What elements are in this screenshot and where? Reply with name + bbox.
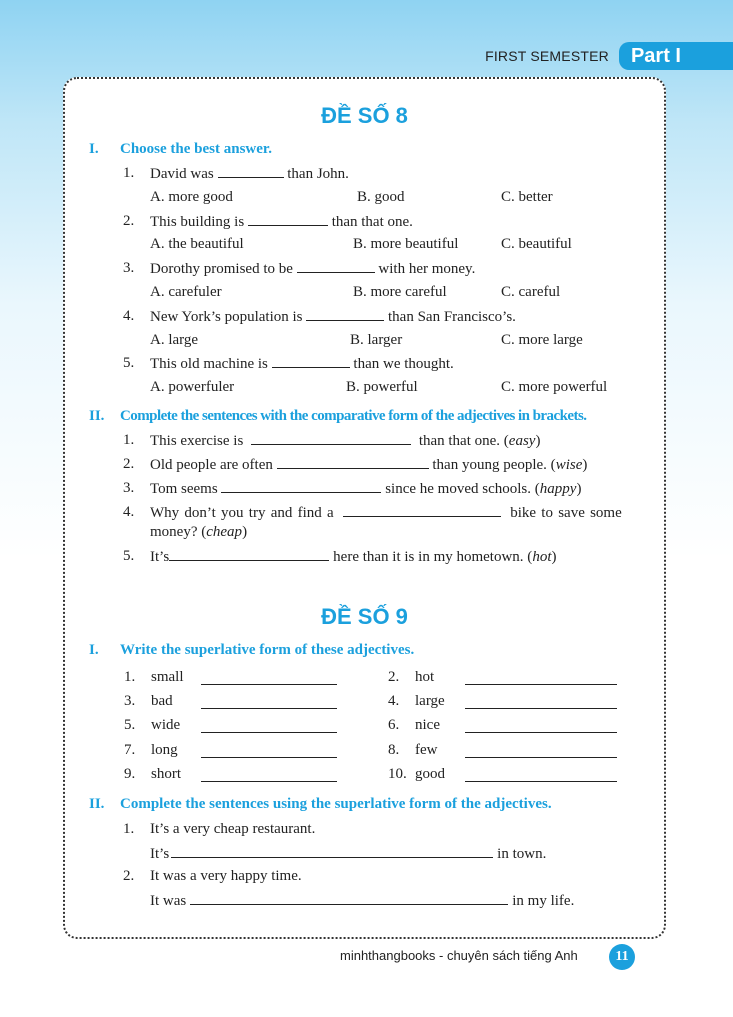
q8-4-option-a[interactable]: A. large bbox=[150, 332, 199, 348]
s9-right-2-word: large bbox=[415, 693, 445, 709]
q8-2-number: 2. bbox=[123, 213, 135, 229]
c8-1-pre: This exercise is bbox=[150, 433, 244, 449]
q8-2-stem bbox=[150, 213, 413, 231]
q8-5-blank[interactable] bbox=[272, 355, 350, 368]
s9-right-3-answer-line[interactable] bbox=[465, 732, 617, 733]
q8-5-pre: This old machine is bbox=[150, 356, 268, 372]
c8-4-number: 4. bbox=[123, 504, 135, 520]
s9-2-q2-post: in my life. bbox=[512, 893, 575, 909]
q8-3-pre: Dorothy promised to be bbox=[150, 261, 293, 277]
c8-3-stem bbox=[150, 480, 581, 498]
q8-5-post: than we thought. bbox=[353, 356, 454, 372]
q8-4-option-c[interactable]: C. more large bbox=[501, 332, 583, 348]
s9-right-2-answer-line[interactable] bbox=[465, 708, 617, 709]
footer-publisher: minhthangbooks - chuyên sách tiếng Anh bbox=[340, 948, 578, 963]
c8-4-line2 bbox=[150, 524, 247, 541]
c8-4-hint: cheap bbox=[206, 524, 243, 540]
section-8-2-heading: Complete the sentences with the comparative form of the adjectives in brackets. bbox=[120, 408, 587, 424]
c8-3-number: 3. bbox=[123, 480, 135, 496]
s9-left-1-answer-line[interactable] bbox=[201, 684, 337, 685]
s9-left-4-number: 7. bbox=[124, 742, 136, 758]
c8-4-stem bbox=[150, 504, 622, 522]
q8-2-blank[interactable] bbox=[248, 213, 328, 226]
s9-right-1-answer-line[interactable] bbox=[465, 684, 617, 685]
s9-left-2-number: 3. bbox=[124, 693, 136, 709]
s9-2-q1-sentence: It’s a very cheap restaurant. bbox=[150, 821, 316, 837]
c8-4-end: ) bbox=[242, 524, 248, 540]
c8-3-end: ) bbox=[576, 481, 582, 497]
q8-5-stem bbox=[150, 355, 454, 373]
c8-1-hint: easy bbox=[508, 433, 536, 449]
c8-1-stem bbox=[150, 432, 540, 450]
q8-2-option-c[interactable]: C. beautiful bbox=[501, 236, 572, 252]
s9-right-4-word: few bbox=[415, 742, 438, 758]
s9-left-5-word: short bbox=[151, 766, 181, 782]
s9-right-5-answer-line[interactable] bbox=[465, 781, 617, 782]
q8-3-option-b[interactable]: B. more careful bbox=[353, 284, 447, 300]
c8-5-post: here than it is in my hometown. ( bbox=[333, 549, 533, 565]
c8-5-number: 5. bbox=[123, 548, 135, 564]
q8-3-option-a[interactable]: A. carefuler bbox=[150, 284, 222, 300]
c8-3-pre: Tom seems bbox=[150, 481, 218, 497]
c8-2-hint: wise bbox=[555, 457, 583, 473]
c8-5-stem bbox=[150, 548, 556, 566]
c8-2-stem bbox=[150, 456, 587, 474]
section-8-2-number: II. bbox=[89, 408, 105, 424]
s9-right-1-word: hot bbox=[415, 669, 435, 685]
q8-3-option-c[interactable]: C. careful bbox=[501, 284, 561, 300]
s9-2-q1-answer bbox=[150, 845, 546, 863]
q8-1-blank[interactable] bbox=[218, 165, 284, 178]
s9-right-5-number: 10. bbox=[388, 766, 407, 782]
q8-1-option-a[interactable]: A. more good bbox=[150, 189, 233, 205]
q8-4-option-b[interactable]: B. larger bbox=[350, 332, 403, 348]
s9-left-1-word: small bbox=[151, 669, 184, 685]
q8-1-option-b[interactable]: B. good bbox=[357, 189, 405, 205]
q8-3-post: with her money. bbox=[378, 261, 476, 277]
s9-right-2-number: 4. bbox=[388, 693, 400, 709]
part-badge: Part I bbox=[619, 42, 733, 70]
s9-2-q2-answer bbox=[150, 892, 574, 910]
q8-1-pre: David was bbox=[150, 166, 214, 182]
q8-1-stem bbox=[150, 165, 349, 183]
c8-2-end: ) bbox=[582, 457, 588, 473]
q8-3-blank[interactable] bbox=[297, 260, 375, 273]
c8-4-pre: Why don’t you try and find a bbox=[150, 505, 334, 521]
c8-2-blank[interactable] bbox=[277, 456, 429, 469]
test-9-title: ĐỀ SỐ 9 bbox=[321, 604, 408, 629]
q8-4-blank[interactable] bbox=[306, 308, 384, 321]
s9-left-4-answer-line[interactable] bbox=[201, 757, 337, 758]
c8-3-blank[interactable] bbox=[221, 480, 381, 493]
q8-2-option-b[interactable]: B. more beautiful bbox=[353, 236, 459, 252]
q8-5-option-c[interactable]: C. more powerful bbox=[501, 379, 608, 395]
c8-1-blank[interactable] bbox=[251, 432, 411, 445]
q8-5-number: 5. bbox=[123, 355, 135, 371]
section-9-2-number: II. bbox=[89, 796, 105, 812]
s9-2-q2-number: 2. bbox=[123, 868, 135, 884]
s9-2-q1-post: in town. bbox=[497, 846, 547, 862]
section-9-2-heading: Complete the sentences using the superlative form of the adjectives. bbox=[120, 796, 552, 812]
s9-2-q1-blank[interactable] bbox=[171, 845, 493, 858]
c8-5-blank[interactable] bbox=[169, 548, 329, 561]
c8-2-pre: Old people are often bbox=[150, 457, 273, 473]
s9-2-q2-sentence: It was a very happy time. bbox=[150, 868, 302, 884]
s9-left-3-answer-line[interactable] bbox=[201, 732, 337, 733]
page-number: 11 bbox=[609, 944, 635, 970]
q8-4-stem bbox=[150, 308, 516, 326]
c8-5-hint: hot bbox=[532, 549, 552, 565]
section-8-1-number: I. bbox=[89, 141, 99, 157]
q8-5-option-a[interactable]: A. powerfuler bbox=[150, 379, 235, 395]
q8-1-number: 1. bbox=[123, 165, 135, 181]
c8-4-post: bike to save some bbox=[510, 505, 622, 521]
q8-2-pre: This building is bbox=[150, 214, 245, 230]
s9-right-4-answer-line[interactable] bbox=[465, 757, 617, 758]
s9-2-q2-pre: It was bbox=[150, 893, 187, 909]
c8-2-post: than young people. ( bbox=[432, 457, 556, 473]
c8-5-pre: It’s bbox=[150, 549, 170, 565]
q8-3-stem bbox=[150, 260, 475, 278]
page-header bbox=[485, 42, 733, 70]
s9-left-1-number: 1. bbox=[124, 669, 136, 685]
c8-1-end: ) bbox=[535, 433, 541, 449]
q8-5-option-b[interactable]: B. powerful bbox=[346, 379, 418, 395]
section-9-1-number: I. bbox=[89, 642, 99, 658]
q8-1-option-c[interactable]: C. better bbox=[501, 189, 553, 205]
c8-2-number: 2. bbox=[123, 456, 135, 472]
s9-right-4-number: 8. bbox=[388, 742, 400, 758]
c8-3-hint: happy bbox=[539, 481, 577, 497]
s9-2-q1-number: 1. bbox=[123, 821, 135, 837]
s9-left-5-number: 9. bbox=[124, 766, 136, 782]
section-8-1-heading: Choose the best answer. bbox=[120, 141, 272, 157]
s9-left-2-word: bad bbox=[151, 693, 173, 709]
c8-4-line2-text: money? ( bbox=[150, 524, 207, 540]
c8-1-number: 1. bbox=[123, 432, 135, 448]
semester-label: FIRST SEMESTER bbox=[485, 48, 609, 64]
c8-4-blank[interactable] bbox=[343, 504, 501, 517]
q8-3-number: 3. bbox=[123, 260, 135, 276]
q8-4-number: 4. bbox=[123, 308, 135, 324]
s9-right-3-word: nice bbox=[415, 717, 440, 733]
q8-2-option-a[interactable]: A. the beautiful bbox=[150, 236, 244, 252]
s9-2-q1-pre: It’s bbox=[150, 846, 170, 862]
s9-right-5-word: good bbox=[415, 766, 445, 782]
test-8-title: ĐỀ SỐ 8 bbox=[321, 103, 408, 128]
s9-left-4-word: long bbox=[151, 742, 178, 758]
q8-4-pre: New York’s population is bbox=[150, 309, 303, 325]
c8-5-end: ) bbox=[551, 549, 557, 565]
q8-1-post: than John. bbox=[287, 166, 349, 182]
worksheet-card bbox=[63, 77, 666, 939]
s9-left-3-word: wide bbox=[151, 717, 181, 733]
s9-2-q2-blank[interactable] bbox=[190, 892, 508, 905]
c8-1-post: than that one. ( bbox=[418, 433, 509, 449]
q8-2-post: than that one. bbox=[331, 214, 413, 230]
s9-left-2-answer-line[interactable] bbox=[201, 708, 337, 709]
s9-right-3-number: 6. bbox=[388, 717, 400, 733]
q8-4-post: than San Francisco’s. bbox=[388, 309, 516, 325]
s9-left-3-number: 5. bbox=[124, 717, 136, 733]
s9-left-5-answer-line[interactable] bbox=[201, 781, 337, 782]
s9-right-1-number: 2. bbox=[388, 669, 400, 685]
c8-3-post: since he moved schools. ( bbox=[385, 481, 540, 497]
section-9-1-heading: Write the superlative form of these adjectives. bbox=[120, 642, 415, 658]
